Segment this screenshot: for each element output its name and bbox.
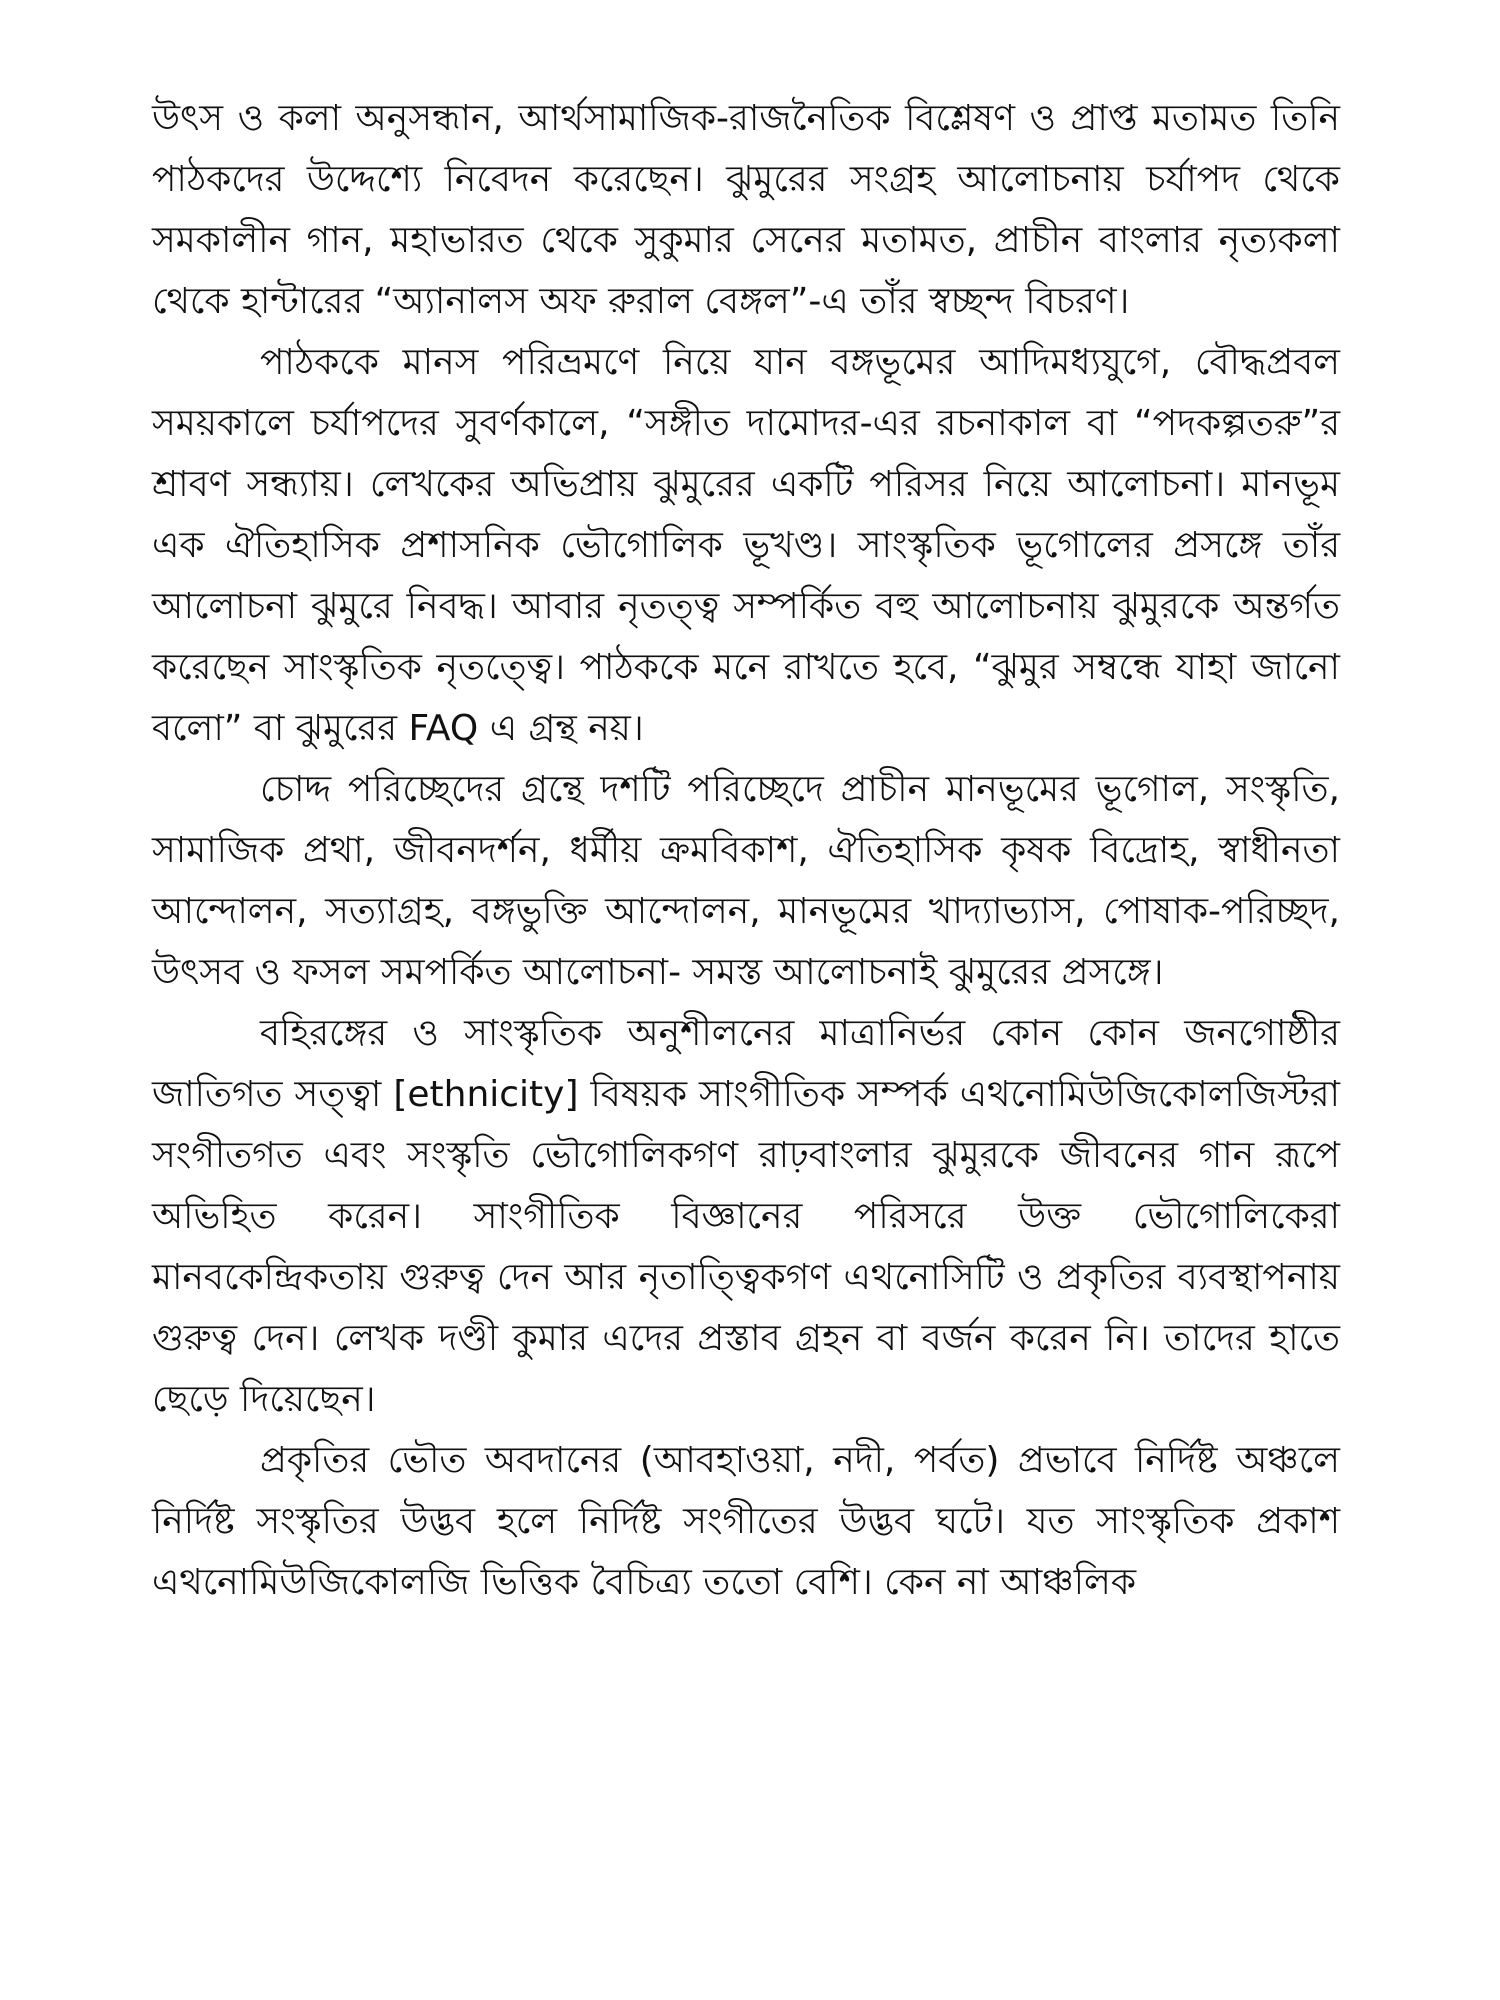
paragraph-3: চোদ্দ পরিচ্ছেদের গ্রন্থে দশটি পরিচ্ছেদে প্রাচীন মানভূমের ভূগোল, সংস্কৃতি, সামাজিক প্রথা, জীবনদর্শন, ধর্মীয় ক্রমবিকাশ, ঐতিহাসিক কৃষক বিদ্রোহ, স্বাধীনতা আন্দোলন, সত্যাগ্রহ, বঙ্গভুক্তি আন্দোলন, মানভূমের খাদ্যাভ্যাস, পোষাক-পরিচ্ছদ, উৎসব ও ফসল সমপর্কিত আলোচনা- সমস্ত আলোচনাই ঝুমুরের প্রসঙ্গে। [152,769,1340,993]
paragraph-1: উৎস ও কলা অনুসন্ধান, আর্থসামাজিক-রাজনৈতিক বিশ্লেষণ ও প্রাপ্ত মতামত তিনি পাঠকদের উদ্দেশ্যে নিবেদন করেছেন। ঝুমুরের সংগ্রহ আলোচনায় চর্যাপদ থেকে সমকালীন গান, মহাভারত থেকে সুকুমার সেনের মতামত, প্রাচীন বাংলার নৃত্যকলা থেকে হান্টারের “অ্যানালস অফ রুরাল বেঙ্গল”-এ তাঁর স্বচ্ছন্দ বিচরণ। [152,98,1340,322]
paragraph-4: বহিরঙ্গের ও সাংস্কৃতিক অনুশীলনের মাত্রানির্ভর কোন কোন জনগোষ্ঠীর জাতিগত সত্ত্বা [ethnicity] বিষয়ক সাংগীতিক সম্পর্ক এথনোমিউজিকোলজিস্টরা সংগীতগত এবং সংস্কৃতি ভৌগোলিকগণ রাঢ়বাংলার ঝুমুরকে জীবনের গান রূপে অভিহিত করেন। সাংগীতিক বিজ্ঞানের পরিসরে উক্ত ভৌগোলিকেরা মানবকেন্দ্রিকতায় গুরুত্ব দেন আর নৃতাত্ত্বিকগণ এথনোসিটি ও প্রকৃতির ব্যবস্থাপনায় গুরুত্ব দেন। লেখক দণ্ডী কুমার এদের প্রস্তাব গ্রহন বা বর্জন করেন নি। তাদের হাতে ছেড়ে দিয়েছেন। [152,1013,1340,1420]
paragraph-5: প্রকৃতির ভৌত অবদানের (আবহাওয়া, নদী, পর্বত) প্রভাবে নির্দিষ্ট অঞ্চলে নির্দিষ্ট সংস্কৃতির উদ্ভব হলে নির্দিষ্ট সংগীতের উদ্ভব ঘটে। যত সাংস্কৃতিক প্রকাশ এথনোমিউজিকোলজি ভিত্তিক বৈচিত্র্য ততো বেশি। কেন না আঞ্চলিক [152,1440,1340,1603]
paragraph-2: পাঠককে মানস পরিভ্রমণে নিয়ে যান বঙ্গভূমের আদিমধ্যযুগে, বৌদ্ধপ্রবল সময়কালে চর্যাপদের সুবর্ণকালে, “সঙ্গীত দামোদর-এর রচনাকাল বা “পদকল্পতরু”র শ্রাবণ সন্ধ্যায়। লেখকের অভিপ্রায় ঝুমুরের একটি পরিসর নিয়ে আলোচনা। মানভূম এক ঐতিহাসিক প্রশাসনিক ভৌগোলিক ভূখণ্ড। সাংস্কৃতিক ভূগোলের প্রসঙ্গে তাঁর আলোচনা ঝুমুরে নিবদ্ধ। আবার নৃতত্ত্ব সম্পর্কিত বহু আলোচনায় ঝুমুরকে অন্তর্গত করেছেন সাংস্কৃতিক নৃতত্ত্বে। পাঠককে মনে রাখতে হবে, “ঝুমুর সম্বন্ধে যাহা জানো বলো” বা ঝুমুরের FAQ এ গ্রন্থ নয়। [152,342,1340,749]
